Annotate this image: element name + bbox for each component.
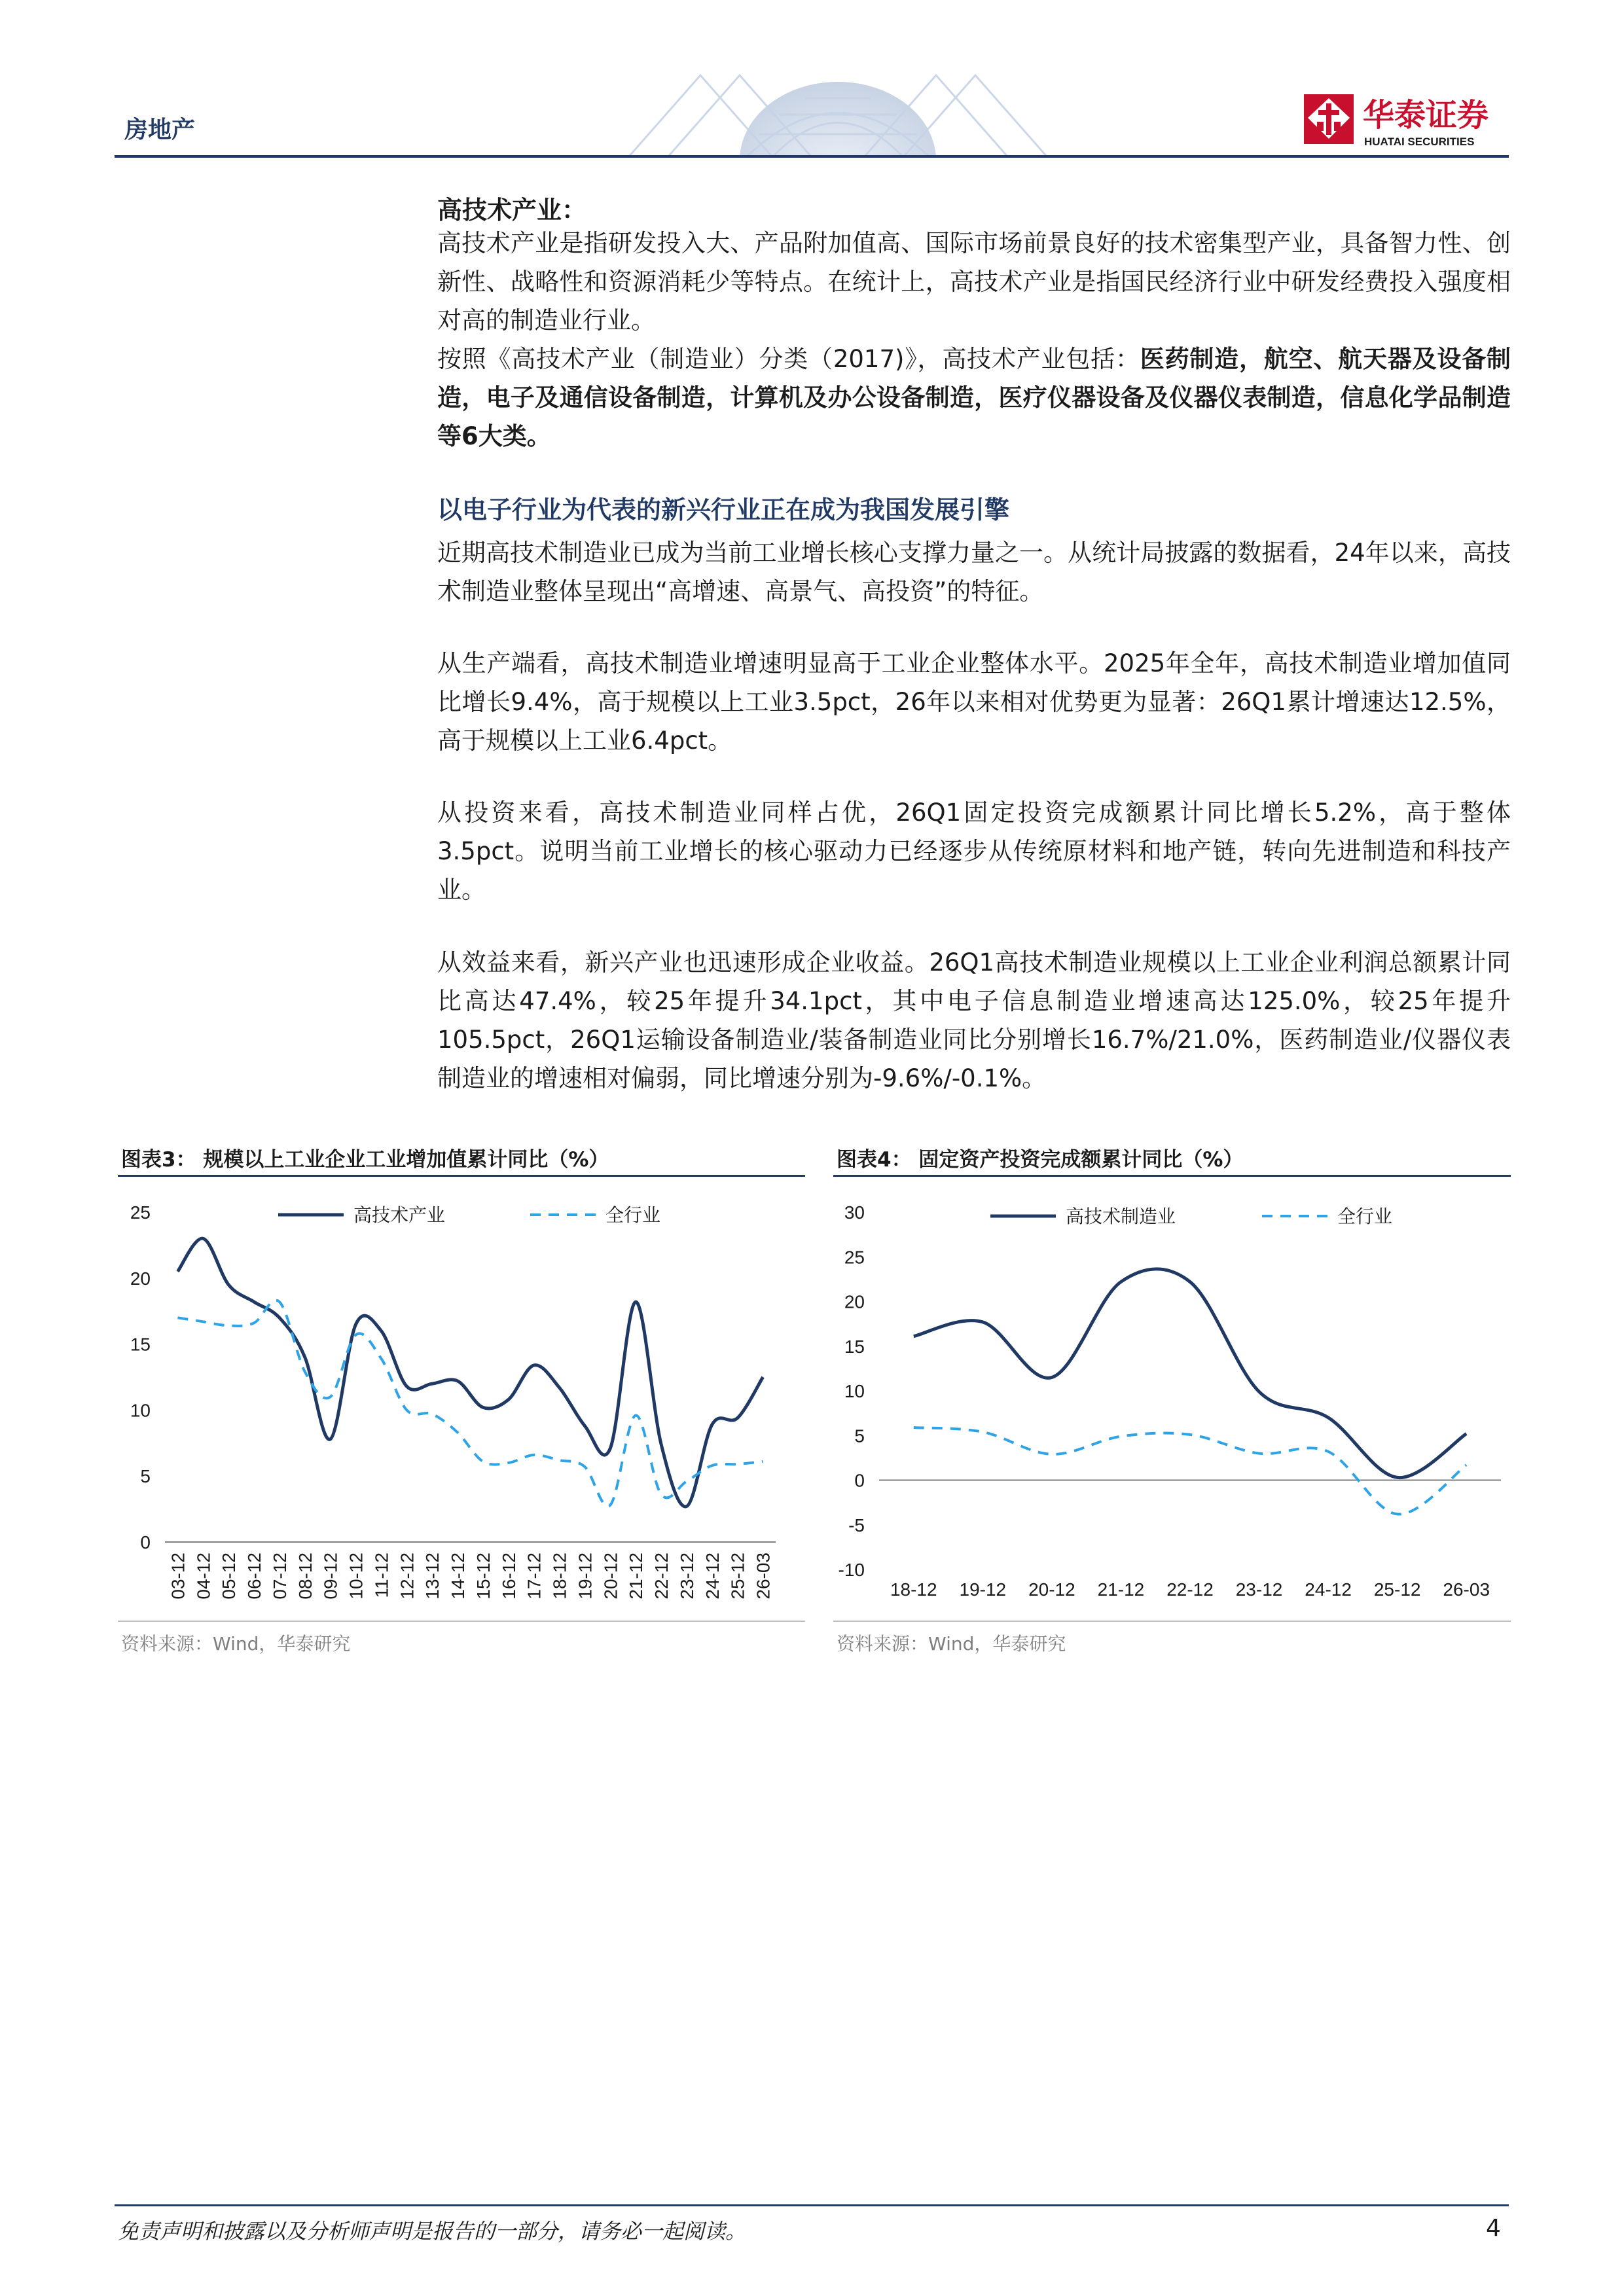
- fig3-xtick-label: 19-12: [575, 1552, 596, 1600]
- paragraph-profit: 从效益来看，新兴产业也迅速形成企业收益。26Q1高技术制造业规模以上工业企业利润总额累计同比高达47.4%，较25年提升34.1pct，其中电子信息制造业增速高达125.0%，较25年提升105.5pct，26Q1运输设备制造业/装备制造业同比分别增长16.7%/21.0%，医药制造业/仪器仪表制造业的增速相对偏弱，同比增速分别为-9.6%/-0.1%。: [437, 948, 1511, 1092]
- fig4-xtick-label: 23-12: [1235, 1579, 1283, 1600]
- paragraph-overview: 近期高技术制造业已成为当前工业增长核心支撑力量之一。从统计局披露的数据看，24年以来，高技术制造业整体呈现出“高增速、高景气、高投资”的特征。: [437, 539, 1511, 605]
- huatai-logo: [1303, 92, 1512, 152]
- fig4-xtick-label: 26-03: [1443, 1579, 1490, 1600]
- fig4-xtick-label: 18-12: [890, 1579, 937, 1600]
- fig4-xtick-label: 25-12: [1373, 1579, 1421, 1600]
- fig4-ytick-label: 30: [844, 1202, 865, 1223]
- fig4-legend-label-2: 全行业: [1337, 1206, 1393, 1227]
- fig4-legend-label-1: 高技术制造业: [1066, 1206, 1176, 1227]
- box-paragraph-2: [437, 340, 1511, 456]
- page-number: 4: [1486, 2215, 1501, 2242]
- fig3-ytick-label: 25: [130, 1202, 151, 1223]
- logo-en: HUATAI SECURITIES: [1364, 135, 1475, 148]
- box-paragraph-2-categories: 医药制造，航空、航天器及设备制造，电子及通信设备制造，计算机及办公设备制造，医疗仪器设备及仪器仪表制造，信息化学品制造等6大类。: [437, 345, 1511, 450]
- fig3-xtick-label: 08-12: [295, 1552, 316, 1600]
- figure-3-rule: [118, 1175, 805, 1177]
- fig3-xtick-label: 15-12: [473, 1552, 494, 1600]
- box-paragraph-2-prefix: 按照《高技术产业（制造业）分类（2017)》，高技术产业包括：: [437, 345, 1140, 373]
- fig4-xtick-label: 19-12: [959, 1579, 1007, 1600]
- fig4-ytick-label: 20: [844, 1291, 865, 1312]
- fig3-xtick-label: 06-12: [244, 1552, 265, 1600]
- fig4-xtick-label: 20-12: [1028, 1579, 1075, 1600]
- fig4-ytick-label: 0: [854, 1470, 865, 1491]
- fig3-xtick-label: 25-12: [727, 1552, 748, 1600]
- fig3-xtick-label: 11-12: [371, 1552, 392, 1598]
- paragraph-investment: 从投资来看，高技术制造业同样占优，26Q1固定投资完成额累计同比增长5.2%，高于整体3.5pct。说明当前工业增长的核心驱动力已经逐步从传统原材料和地产链，转向先进制造和科技产业。: [437, 798, 1511, 904]
- fig3-xtick-label: 04-12: [193, 1552, 214, 1600]
- fig3-legend-label-2: 全行业: [605, 1205, 661, 1225]
- fig4-ytick-label: -5: [848, 1515, 865, 1535]
- fig3-xtick-label: 05-12: [219, 1552, 240, 1600]
- fig3-xtick-label: 24-12: [702, 1552, 723, 1600]
- fig4-xtick-label: 21-12: [1097, 1579, 1145, 1600]
- logo-mark-icon: [1304, 94, 1354, 144]
- paragraph-production: 从生产端看，高技术制造业增速明显高于工业企业整体水平。2025年全年，高技术制造业增加值同比增长9.4%，高于规模以上工业3.5pct，26年以来相对优势更为显著：26Q1累计增速达12.5%，高于规模以上工业6.4pct。: [437, 649, 1511, 755]
- section-label: 房地产: [124, 117, 196, 143]
- figure-3-foot-rule: [118, 1621, 805, 1622]
- fig3-xtick-label: 18-12: [549, 1552, 570, 1600]
- fig3-xtick-label: 10-12: [346, 1552, 367, 1600]
- fig3-legend-label-1: 高技术产业: [353, 1205, 446, 1225]
- fig3-xtick-label: 20-12: [600, 1552, 621, 1600]
- footer-disclaimer: 免责声明和披露以及分析师声明是报告的一部分，请务必一起阅读。: [118, 2219, 747, 2244]
- fig3-xtick-label: 17-12: [524, 1552, 545, 1600]
- fig4-ytick-label: 10: [844, 1381, 865, 1401]
- fig3-xtick-label: 13-12: [422, 1552, 443, 1600]
- fig4-series-line-1: [914, 1269, 1466, 1478]
- figure-3-title: 图表3： 规模以上工业企业工业增加值累计同比（%）: [121, 1148, 609, 1172]
- fig3-xtick-label: 21-12: [626, 1552, 647, 1600]
- fig3-series-line-2: [177, 1300, 763, 1507]
- figure-4-chart: [833, 1178, 1511, 1610]
- fig3-xtick-label: 14-12: [448, 1552, 469, 1600]
- figure-3-chart: [118, 1178, 805, 1610]
- fig3-series-line-1: [177, 1238, 763, 1507]
- fig4-ytick-label: 5: [854, 1426, 865, 1446]
- fig3-ytick-label: 0: [140, 1532, 151, 1552]
- fig4-ytick-label: -10: [838, 1560, 865, 1580]
- fig4-ytick-label: 25: [844, 1247, 865, 1268]
- fig3-xtick-label: 23-12: [676, 1552, 697, 1600]
- fig3-xtick-label: 12-12: [397, 1552, 418, 1600]
- fig4-ytick-label: 15: [844, 1336, 865, 1357]
- fig3-xtick-label: 09-12: [320, 1552, 341, 1600]
- section-heading: 以电子行业为代表的新兴行业正在成为我国发展引擎: [437, 495, 1010, 524]
- logo-cn: 华泰证券: [1363, 97, 1489, 134]
- figure-4-foot-rule: [833, 1621, 1511, 1622]
- footer-divider: [115, 2204, 1509, 2206]
- fig3-xtick-label: 22-12: [651, 1552, 672, 1600]
- figure-4-rule: [833, 1175, 1511, 1177]
- fig4-xtick-label: 24-12: [1305, 1579, 1352, 1600]
- fig3-ytick-label: 10: [130, 1400, 151, 1421]
- box-paragraph-1: 高技术产业是指研发投入大、产品附加值高、国际市场前景良好的技术密集型产业，具备智力性、创新性、战略性和资源消耗少等特点。在统计上，高技术产业是指国民经济行业中研发经费投入强度相对高的制造业行业。: [437, 229, 1511, 334]
- fig3-xtick-label: 03-12: [168, 1552, 189, 1600]
- fig3-xtick-label: 16-12: [498, 1552, 519, 1600]
- header-globe-graphic: [628, 62, 1047, 157]
- fig3-ytick-label: 15: [130, 1334, 151, 1355]
- figure-4-title: 图表4： 固定资产投资完成额累计同比（%）: [837, 1148, 1244, 1172]
- header-divider: [115, 155, 1509, 158]
- fig3-ytick-label: 20: [130, 1268, 151, 1289]
- fig3-xtick-label: 07-12: [269, 1552, 290, 1600]
- fig3-xtick-label: 26-03: [753, 1552, 774, 1600]
- fig4-xtick-label: 22-12: [1166, 1579, 1214, 1600]
- figure-4-source: 资料来源：Wind，华泰研究: [837, 1633, 1066, 1655]
- box-title: 高技术产业：: [437, 196, 587, 224]
- figure-3-source: 资料来源：Wind，华泰研究: [121, 1633, 351, 1655]
- fig3-ytick-label: 5: [140, 1466, 151, 1487]
